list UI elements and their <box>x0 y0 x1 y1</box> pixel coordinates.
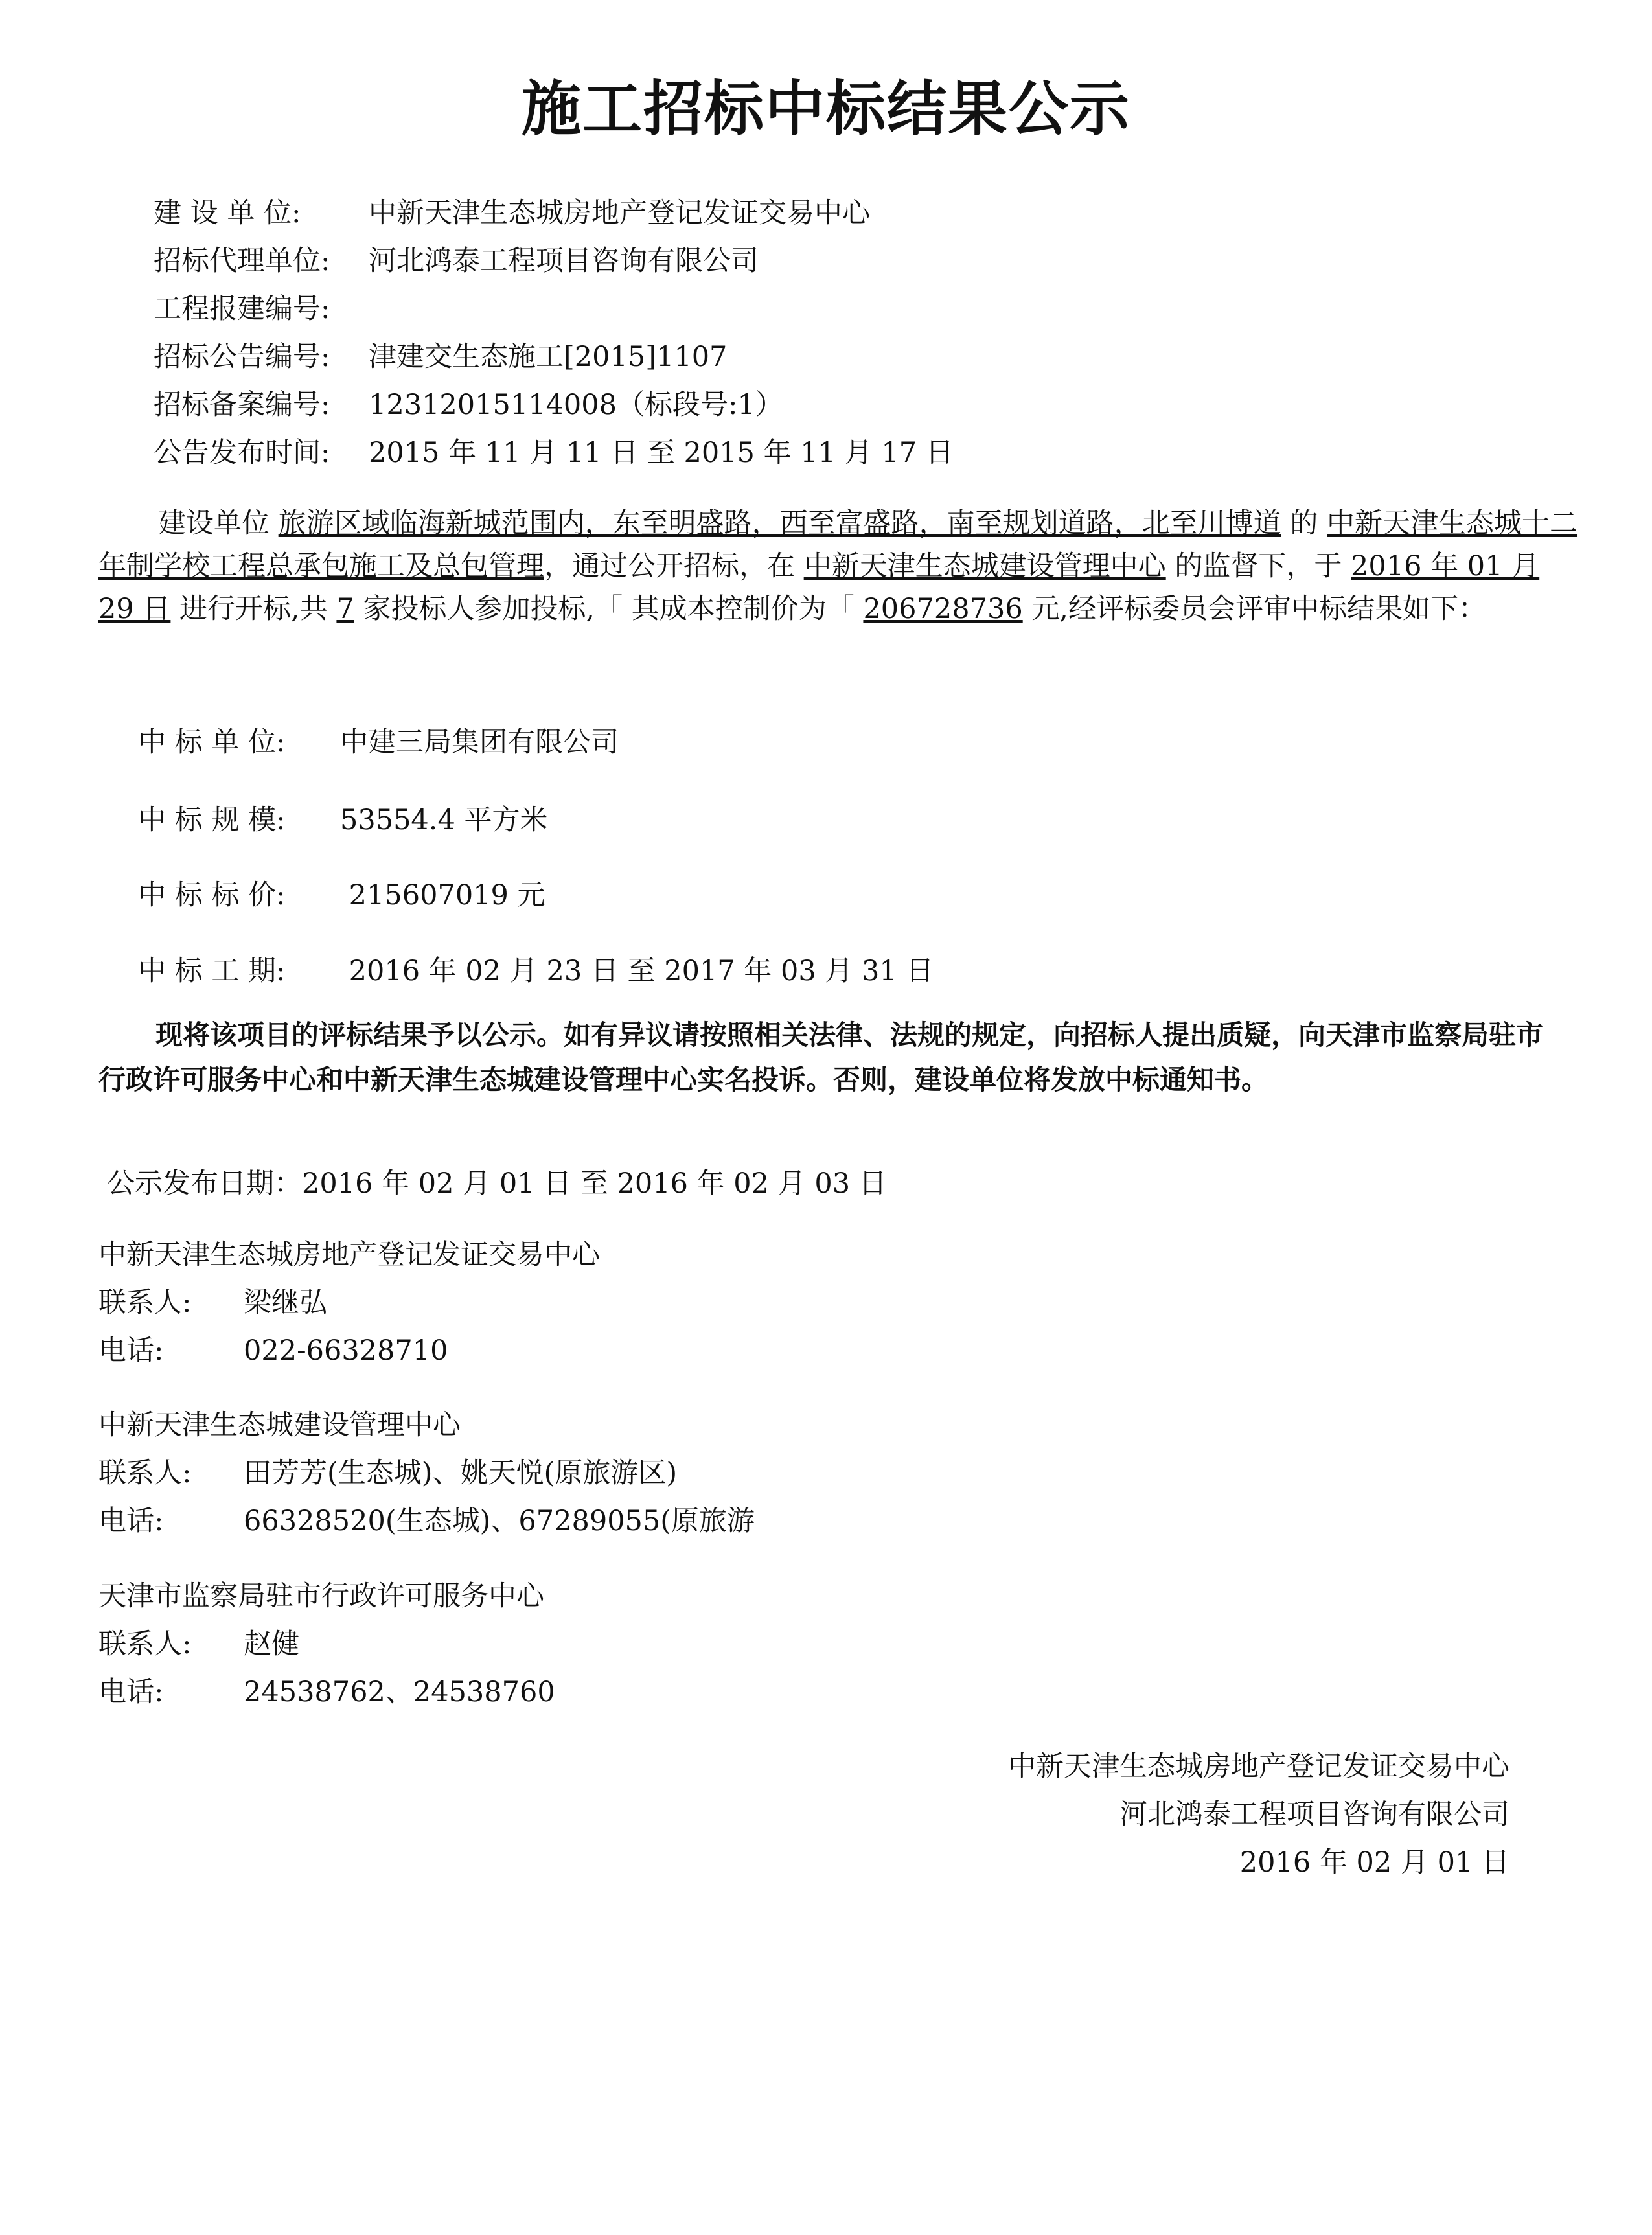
meta-value: 津建交生态施工[2015]1107 <box>369 341 728 373</box>
contact-block-construction-management <box>98 1401 755 1545</box>
meta-value: 中新天津生态城房地产登记发证交易中心 <box>369 197 870 229</box>
award-label: 中 标 标 价: <box>138 879 286 911</box>
meta-value: 2015 年 11 月 11 日 至 2015 年 11 月 17 日 <box>369 437 954 469</box>
cost-control-price: 206728736 <box>863 593 1023 625</box>
project-name: 中新天津生态城十二年制学校工程总承包施工及总包管理 <box>98 507 1578 582</box>
contact-org: 中新天津生态城建设管理中心 <box>98 1409 461 1441</box>
contact-person-row: 联系人: 田芳芳(生态城)、姚天悦(原旅游区) <box>98 1457 678 1489</box>
award-value: 2016 年 02 月 23 日 至 2017 年 03 月 31 日 <box>340 955 934 987</box>
meta-label: 建 设 单 位: <box>154 197 301 229</box>
contact-phone: 022-66328710 <box>244 1335 448 1367</box>
bidder-count: 7 <box>336 593 354 625</box>
contact-phone: 66328520(生态城)、67289055(原旅游 <box>244 1505 755 1537</box>
project-location: 旅游区域临海新城范围内，东至明盛路，西至富盛路，南至规划道路，北至川博道 <box>278 507 1281 540</box>
signature-org-1: 中新天津生态城房地产登记发证交易中心 <box>1008 1750 1509 1783</box>
project-meta <box>154 189 954 477</box>
award-label: 中 标 工 期: <box>138 955 286 987</box>
award-scale <box>138 798 547 838</box>
contact-person: 田芳芳(生态城)、姚天悦(原旅游区) <box>244 1457 678 1489</box>
contact-person-row: 联系人: 梁继弘 <box>98 1287 327 1319</box>
contact-block-supervision-bureau <box>98 1572 555 1716</box>
contact-org: 天津市监察局驻市行政许可服务中心 <box>98 1580 544 1612</box>
contact-person: 赵健 <box>244 1628 299 1660</box>
contact-phone-row: 电话: 66328520(生态城)、67289055(原旅游 <box>98 1505 755 1537</box>
meta-row-announcement-no <box>154 333 954 381</box>
signature-block <box>1008 1743 1509 1886</box>
contact-org: 中新天津生态城房地产登记发证交易中心 <box>98 1239 600 1271</box>
signature-org-2: 河北鸿泰工程项目咨询有限公司 <box>1119 1798 1509 1831</box>
meta-label: 招标代理单位: <box>154 245 330 277</box>
supervising-body: 中新天津生态城建设管理中心 <box>803 550 1166 582</box>
award-value: 中建三局集团有限公司 <box>340 726 619 759</box>
award-period <box>138 949 934 989</box>
award-price <box>138 873 545 913</box>
opening-date: 2016 年 01 月 29 日 <box>98 550 1540 625</box>
award-label: 中 标 单 位: <box>138 726 286 759</box>
bid-summary-paragraph: 建设单位 旅游区域临海新城范围内，东至明盛路，西至富盛路，南至规划道路，北至川博道 的 中新天津生态城十二年制学校工程总承包施工及总包管理，通过公开招标，在 中新天津生态城建设管理中心 的监督下，于 2016 年 01 月 29 日 进行开标,共 7 家投标人参加投标,「 其成本控制价为「 206728736 元,经评标委员会评审中标结果如下： <box>98 507 1578 625</box>
contact-phone-row: 电话: 24538762、24538760 <box>98 1676 555 1708</box>
meta-row-registration-no <box>154 285 954 333</box>
meta-value: 12312015114008（标段号:1） <box>369 389 783 421</box>
meta-row-filing-no <box>154 381 954 429</box>
meta-label: 招标公告编号: <box>154 341 330 373</box>
meta-row-builder <box>154 189 954 237</box>
meta-label: 工程报建编号: <box>154 293 330 325</box>
document-title: 施工招标中标结果公示 <box>521 74 1130 144</box>
signature-date: 2016 年 02 月 01 日 <box>1239 1846 1509 1879</box>
award-value: 53554.4 平方米 <box>340 804 548 836</box>
meta-label: 招标备案编号: <box>154 389 330 421</box>
publicity-period: 公示发布日期：2016 年 02 月 01 日 至 2016 年 02 月 03 日 <box>107 1167 887 1200</box>
award-label: 中 标 规 模: <box>138 804 286 836</box>
award-value: 215607019 元 <box>340 879 545 911</box>
contact-person: 梁继弘 <box>244 1287 327 1319</box>
contact-block-registration-center <box>98 1231 600 1375</box>
contact-phone: 24538762、24538760 <box>244 1676 555 1708</box>
meta-label: 公告发布时间: <box>154 437 330 469</box>
contact-phone-row: 电话: 022-66328710 <box>98 1335 448 1367</box>
meta-row-publish-time <box>154 429 954 477</box>
meta-row-agent <box>154 237 954 285</box>
objection-notice: 现将该项目的评标结果予以公示。如有异议请按照相关法律、法规的规定，向招标人提出质疑，向天津市监察局驻市行政许可服务中心和中新天津生态城建设管理中心实名投诉。否则，建设单位将发放中标通知书。 <box>98 1019 1544 1095</box>
contact-person-row: 联系人: 赵健 <box>98 1628 299 1660</box>
award-winner <box>138 720 619 760</box>
meta-value: 河北鸿泰工程项目咨询有限公司 <box>369 245 759 277</box>
